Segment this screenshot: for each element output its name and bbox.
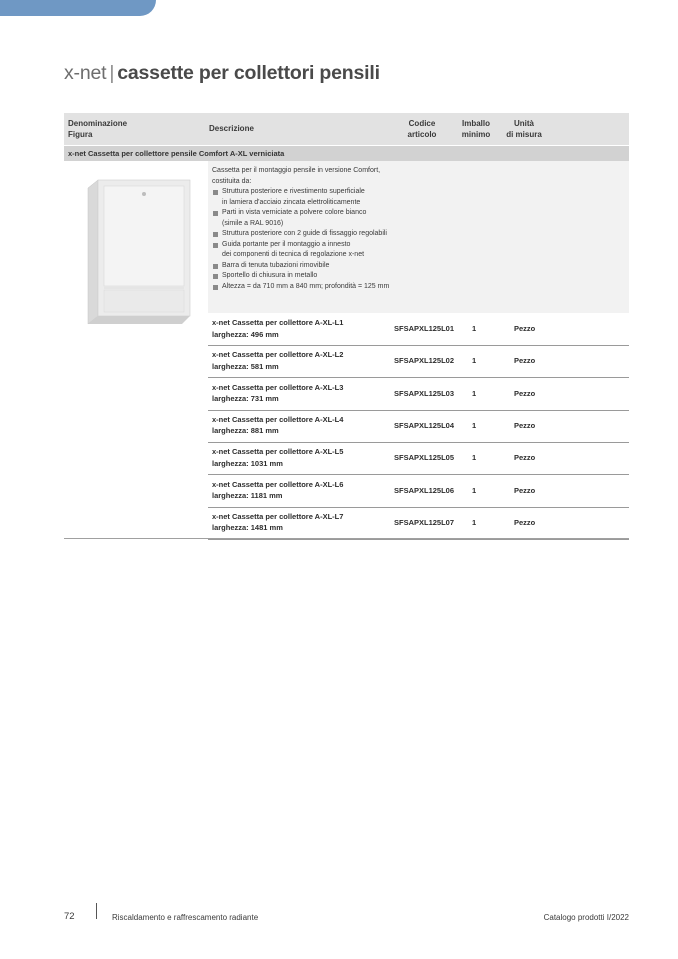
row-min-packaging: 1 [472,485,477,495]
description-intro-line: Cassetta per il montaggio pensile in versione Comfort, [212,167,381,174]
table-row [208,475,629,508]
row-product-title: x-net Cassetta per collettore A-XL-L1 [212,318,344,327]
corner-accent-tab [0,0,156,16]
row-product-title: x-net Cassetta per collettore A-XL-L6 [212,479,344,489]
row-product-name [212,349,343,372]
row-product-name [212,511,343,534]
row-unit: Pezzo [514,420,536,430]
column-header-code: Codice articolo [407,119,437,139]
row-min-packaging: 1 [472,356,477,366]
description-bullet: Barra di tenuta tubazioni rimovibile [212,261,389,272]
row-article-code: SFSAPXL125L05 [394,453,455,463]
table-row [208,507,629,540]
table-row [208,442,629,475]
group-title-row [64,146,629,161]
row-product-width: larghezza: 581 mm [212,361,279,371]
row-product-title: x-net Cassetta per collettore A-XL-L2 [212,350,344,360]
cabinet-product-image [86,176,192,328]
page-number: 72 [64,911,75,922]
description-bullet-continuation: dei componenti di tecnica di regolazione x-net [222,251,365,258]
title-separator: | [109,62,115,84]
row-product-name [212,414,343,437]
row-product-title: x-net Cassetta per collettore A-XL-L3 [212,382,344,392]
row-product-title: x-net Cassetta per collettore A-XL-L4 [212,414,344,424]
column-header-unit: Unità di misura [506,119,542,139]
description-box [208,161,629,313]
row-article-code: SFSAPXL125L06 [394,485,455,495]
table-row [208,313,629,346]
row-product-width: larghezza: 731 mm [212,394,279,404]
row-product-width: larghezza: 1481 mm [212,523,283,533]
row-product-title: x-net Cassetta per collettore A-XL-L5 [212,447,344,457]
row-unit: Pezzo [514,388,536,398]
description-bullet-continuation: in lamiera d'acciaio zincata elettroliticamente [222,198,361,206]
row-product-width: larghezza: 1031 mm [212,458,283,468]
row-product-width: larghezza: 881 mm [212,426,279,436]
row-article-code: SFSAPXL125L01 [394,324,455,333]
row-product-name [212,382,343,405]
description-bullet: Struttura posteriore e rivestimento superficiale [212,187,389,198]
row-product-name [212,317,343,340]
row-product-width: larghezza: 1181 mm [212,491,283,500]
row-article-code: SFSAPXL125L02 [394,356,455,366]
row-article-code: SFSAPXL125L04 [394,420,455,430]
description-bullet: Sportello di chiusura in metallo [212,271,389,282]
page-title [64,62,380,85]
row-unit: Pezzo [514,356,536,366]
group-title: x-net Cassetta per collettore pensile Comfort A-XL verniciata [68,149,285,158]
table-row [208,378,629,411]
description-bullet: Struttura posteriore con 2 guide di fissaggio regolabili [212,229,389,240]
row-article-code: SFSAPXL125L07 [394,517,455,527]
description-bullet-continuation: (simile a RAL 9016) [222,219,284,227]
description-bullet: Guida portante per il montaggio a innesto [212,240,389,251]
row-min-packaging: 1 [472,388,477,398]
description-text [212,166,389,292]
row-unit: Pezzo [514,453,536,463]
footer-catalog: Catalogo prodotti I/2022 [543,913,629,922]
row-product-name [212,446,343,469]
column-header-packaging: Imballo minimo [461,119,491,139]
description-bullet: Altezza = da 710 mm a 840 mm; profondità = 125 mm [212,282,389,293]
description-bullet: Parti in vista verniciate a polvere colore bianco [212,208,389,219]
description-intro-line: costituita da: [212,177,252,185]
title-brand: x-net [64,62,107,84]
row-min-packaging: 1 [472,517,477,527]
row-product-name [212,479,343,502]
column-header-denomination: Denominazione Figura [68,119,128,139]
table-row [208,345,629,378]
footer-divider [96,903,97,919]
row-min-packaging: 1 [472,324,477,333]
column-header-description: Descrizione [209,124,254,133]
table-row [208,410,629,443]
row-min-packaging: 1 [472,453,477,463]
row-unit: Pezzo [514,485,536,495]
row-product-width: larghezza: 496 mm [212,329,279,339]
row-min-packaging: 1 [472,420,477,430]
row-unit: Pezzo [514,324,536,333]
table-bottom-rule [64,538,629,539]
row-unit: Pezzo [514,517,536,527]
row-product-title: x-net Cassetta per collettore A-XL-L7 [212,511,344,521]
table-header [64,113,629,145]
row-article-code: SFSAPXL125L03 [394,388,455,398]
footer-section: Riscaldamento e raffrescamento radiante [112,913,259,922]
title-text: cassette per collettori pensili [117,62,380,84]
